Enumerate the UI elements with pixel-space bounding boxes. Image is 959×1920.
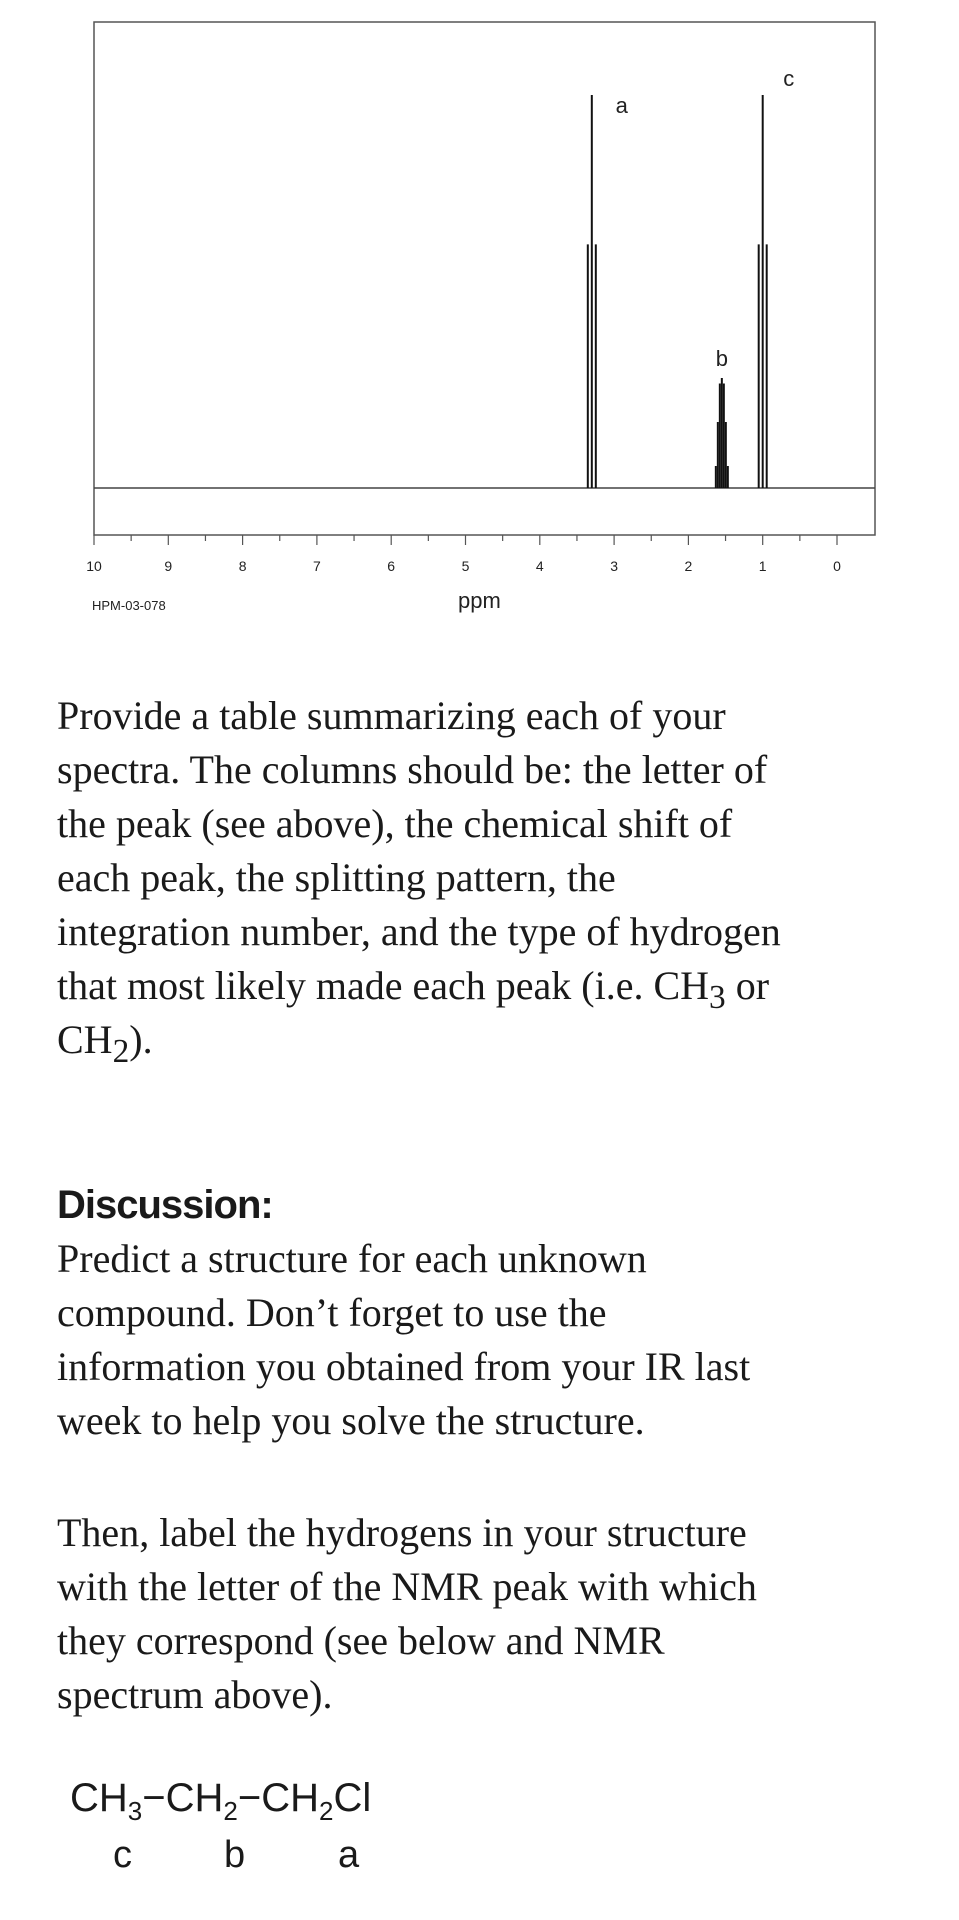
tick-label: 10: [86, 558, 102, 574]
discussion-heading: Discussion:: [57, 1183, 273, 1227]
structural-formula: [70, 1776, 372, 1826]
text-line: each peak, the splitting pattern, the: [57, 855, 616, 900]
text-line: ).: [129, 1017, 153, 1062]
text-line: that most likely made each peak (i.e. CH: [57, 963, 710, 1008]
discussion-paragraph: [57, 1232, 917, 1448]
subscript: 3: [709, 979, 726, 1016]
text-line: or: [725, 963, 770, 1008]
text-line: compound. Don’t forget to use the: [57, 1290, 607, 1335]
x-axis-tick-labels: [86, 558, 841, 574]
group-ch2cl: CH: [261, 1776, 319, 1820]
text-line: information you obtained from your IR last: [57, 1344, 751, 1389]
bond: −: [237, 1776, 262, 1820]
structure-label-b: b: [224, 1834, 246, 1876]
bond: −: [142, 1776, 166, 1820]
tick-label: 4: [535, 558, 544, 574]
tick-label: 9: [164, 558, 173, 574]
spectrum-peaks: [587, 95, 768, 488]
spectrum-id-label: HPM-03-078: [92, 598, 166, 613]
text-line: spectrum above).: [57, 1672, 333, 1717]
text-line: Provide a table summarizing each of your: [57, 693, 726, 738]
text-line: spectra. The columns should be: the letter of: [57, 747, 768, 792]
structure-label-a: a: [338, 1834, 360, 1876]
peak-label-a: a: [615, 93, 628, 118]
text-line: CH: [57, 1017, 113, 1062]
labeling-paragraph: [57, 1506, 917, 1722]
tick-label: 2: [684, 558, 693, 574]
chlorine: Cl: [333, 1776, 372, 1820]
structure-label-c: c: [113, 1834, 132, 1876]
text-line: integration number, and the type of hydrogen: [57, 909, 781, 954]
x-axis-ticks: [94, 535, 837, 545]
text-line: week to help you solve the structure.: [57, 1398, 645, 1443]
tick-label: 1: [758, 558, 767, 574]
text-line: Then, label the hydrogens in your structure: [57, 1510, 747, 1555]
instructions-paragraph: [57, 689, 917, 1070]
nmr-spectrum-chart: [0, 0, 959, 640]
tick-label: 3: [610, 558, 618, 574]
text-line: the peak (see above), the chemical shift of: [57, 801, 733, 846]
group-ch2: CH: [165, 1776, 224, 1820]
peak-label-b: b: [715, 345, 728, 371]
text-line: with the letter of the NMR peak with which: [57, 1564, 757, 1609]
subscript: 2: [112, 1033, 130, 1070]
x-axis-label: ppm: [458, 588, 501, 613]
peak-label-c: c: [783, 66, 795, 91]
tick-label: 5: [461, 558, 470, 574]
subscript: 3: [127, 1796, 143, 1826]
text-line: Predict a structure for each unknown: [57, 1236, 647, 1281]
subscript: 2: [319, 1796, 334, 1826]
tick-label: 8: [238, 558, 247, 574]
group-ch3: CH: [70, 1776, 128, 1820]
tick-label: 6: [387, 558, 396, 574]
subscript: 2: [223, 1796, 238, 1826]
tick-label: 7: [313, 558, 321, 574]
text-line: they correspond (see below and NMR: [57, 1618, 665, 1663]
tick-label: 0: [833, 558, 841, 574]
